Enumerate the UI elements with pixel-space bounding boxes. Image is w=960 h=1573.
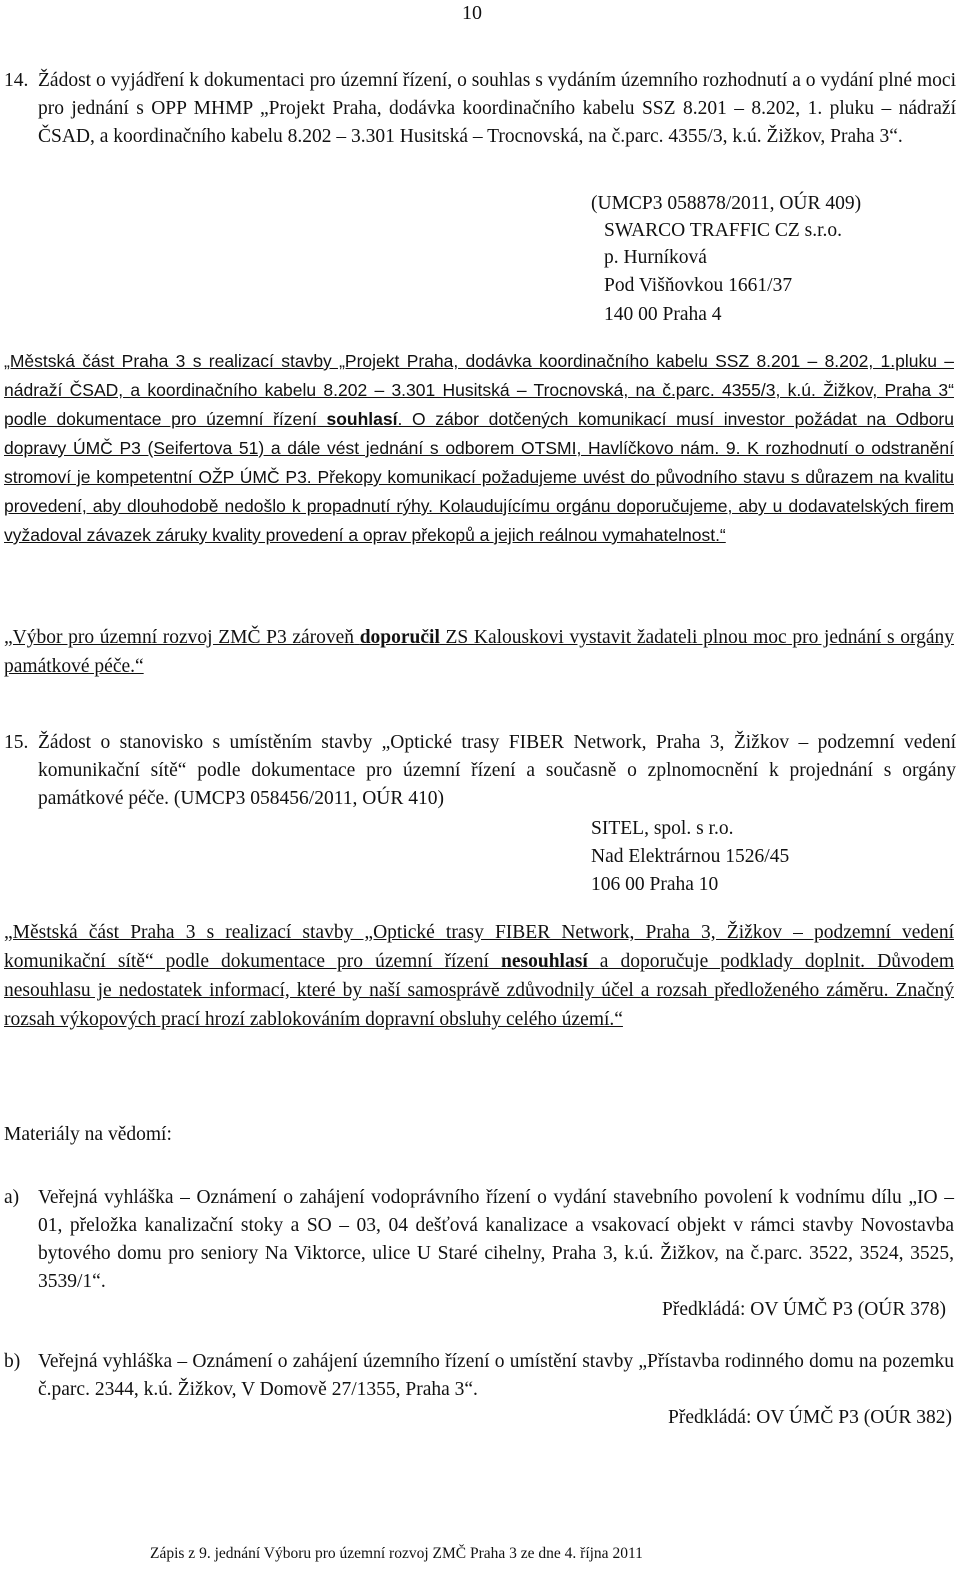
material-submitted-by: Předkládá: OV ÚMČ P3 (OÚR 378) — [661, 1299, 946, 1320]
item-14-contact: p. Hurníková — [604, 247, 707, 268]
material-item-b — [4, 1348, 954, 1432]
material-label: b) — [4, 1351, 21, 1372]
materials-heading: Materiály na vědomí: — [4, 1124, 172, 1145]
item-number: 14. — [4, 70, 29, 91]
item-15-street: Nad Elektrárnou 1526/45 — [591, 846, 790, 867]
page-number: 10 — [462, 2, 482, 24]
item-14-applicant: SWARCO TRAFFIC CZ s.r.o. — [604, 220, 843, 241]
item-14-recommendation — [4, 623, 954, 681]
recommendation-text-continued: ZS Kalouskovi vystavit žadateli plnou moc pro jednání s orgány památkové péče.“ — [4, 627, 955, 677]
agenda-item-14 — [4, 67, 956, 151]
item-text-body: Žádost o stanovisko s umístěním stavby „Optické trasy FIBER Network, Praha 3, Žižkov – podzemní vedení komunikační sítě“ podle dokumentace pro územní řízení a současně o zplnomocnění k projednání s orgány památkové péče. — [38, 732, 956, 809]
resolution-text-continued: a doporučuje podklady doplnit. Důvodem nesouhlasu je nedostatek informací, které by naší samosprávě zdůvodnily účel a rozsah předloženého záměru. Značný rozsah výkopových prací hrozí zablokováním dopravní obsluhy celého území.“ — [4, 951, 955, 1030]
recommendation-text: „Výbor pro územní rozvoj ZMČ P3 zároveň — [4, 627, 355, 648]
item-15-reference: (UMCP3 058456/2011, OÚR 410) — [173, 788, 445, 809]
item-15-resolution — [4, 918, 954, 1034]
item-text: Žádost o vyjádření k dokumentaci pro územní řízení, o souhlas s vydáním územního rozhodnutí a o vydání plné moci pro jednání s OPP MHMP „Projekt Praha, dodávka koordinačního kabelu SSZ 8.201 – 8.202, 1. pluku – nádraží ČSAD, a koordinačního kabelu 8.202 – 3.301 Husitská – Trocnovská, na č.parc. 4355/3, k.ú. Žižkov, Praha 3“. — [38, 70, 956, 147]
item-number: 15. — [4, 732, 29, 753]
item-14-resolution — [4, 347, 954, 550]
material-text: Veřejná vyhláška – Oznámení o zahájení vodoprávního řízení o vydání stavebního povolení k vodnímu dílu „IO – 01, přeložka kanalizační stoky a SO – 03, 04 dešťová kanalizace a vsakovací objekt v rámci stavby Novostavba bytového domu pro seniory Na Viktorce, ulice U Staré cihelny, Praha 3, k.ú. Žižkov, na č.parc. 3522, 3524, 3525, 3539/1“. — [38, 1187, 954, 1292]
resolution-text: „Městská část Praha 3 s realizací stavby „Optické trasy FIBER Network, Praha 3, Žižkov – podzemní vedení komunikační sítě“ podle dokumentace pro územní řízení — [4, 922, 954, 972]
recommendation-verb: doporučil — [359, 627, 440, 648]
item-14-street: Pod Višňovkou 1661/37 — [604, 275, 793, 296]
material-submitted-by: Předkládá: OV ÚMČ P3 (OÚR 382) — [667, 1407, 952, 1428]
item-14-city: 140 00 Praha 4 — [604, 304, 722, 325]
item-15-applicant: SITEL, spol. s r.o. — [591, 818, 734, 839]
material-text: Veřejná vyhláška – Oznámení o zahájení územního řízení o umístění stavby „Přístavba rodinného domu na pozemku č.parc. 2344, k.ú. Žižkov, V Domově 27/1355, Praha 3“. — [38, 1351, 954, 1400]
agenda-item-15 — [4, 729, 956, 813]
resolution-text-continued: . O zábor dotčených komunikací musí investor požádat na Odboru dopravy ÚMČ P3 (Seifertova 51) a dále vést jednání s odborem OTSMI, Havlíčkovo nám. 9. K rozhodnutí o odstranění stromoví je kompetentní OŽP ÚMČ P3. Překopy komunikací požadujeme uvést do původního stavu s důrazem na kvalitu provedení, aby dlouhodobě nedošlo k propadnutí rýhy. Kolaudujícímu orgánu doporučujeme, aby u dodavatelských firem vyžadoval závazek záruky kvality provedení a oprav překopů a jejich reálnou vymahatelnost.“ — [4, 409, 954, 545]
material-label: a) — [4, 1187, 20, 1208]
resolution-text: „Městská část Praha 3 s realizací stavby „Projekt Praha, dodávka koordinačního kabelu SSZ 8.201 – 8.202, 1.pluku – nádraží ČSAD, a koordinačního kabelu 8.202 – 3.301 Husitská – Trocnovská, na č.parc. 4355/3, k.ú. Žižkov, Praha 3“ podle dokumentace pro územní řízení — [4, 351, 954, 429]
item-14-reference: (UMCP3 058878/2011, OÚR 409) — [591, 193, 862, 214]
item-15-city: 106 00 Praha 10 — [591, 874, 719, 895]
page-footer: Zápis z 9. jednání Výboru pro územní rozvoj ZMČ Praha 3 ze dne 4. října 2011 — [150, 1545, 643, 1562]
material-item-a — [4, 1184, 954, 1324]
resolution-verdict: souhlasí — [326, 409, 398, 429]
resolution-verdict: nesouhlasí — [501, 951, 588, 972]
item-text — [38, 729, 956, 813]
